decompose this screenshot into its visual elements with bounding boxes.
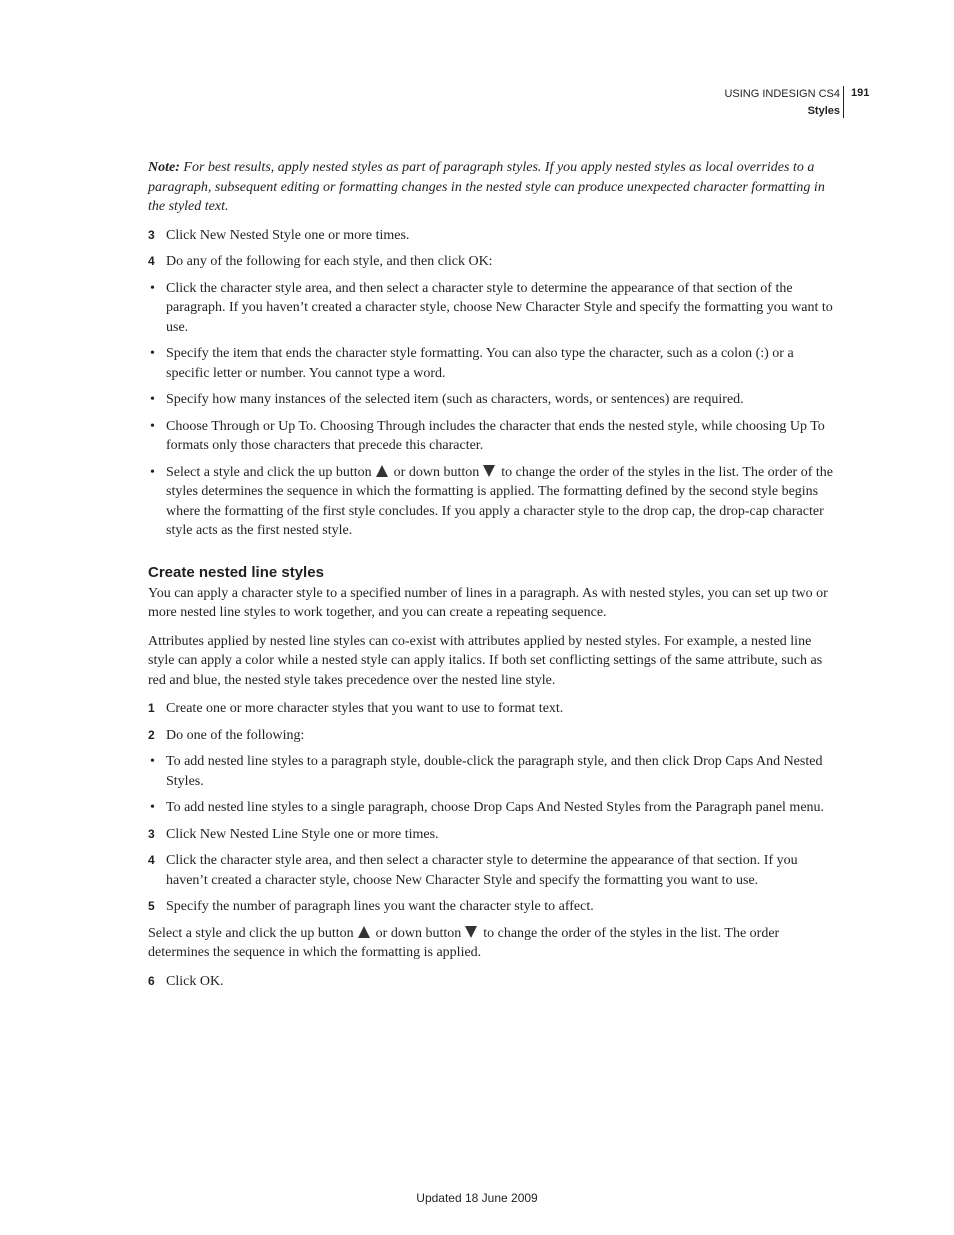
note-paragraph — [148, 158, 838, 217]
bullet-item — [148, 279, 838, 338]
bullet-text: Select a style and click the up button — [166, 464, 372, 480]
body-paragraph: You can apply a character style to a specified number of lines in a paragraph. As with nested styles, you can set up two or more nested line styles to work together, and you can create a repeating sequence. — [148, 585, 828, 620]
step-text: Click New Nested Style one or more times. — [166, 227, 410, 243]
order-text: Select a style and click the up button — [148, 925, 354, 941]
step-item — [148, 226, 838, 246]
step-number: 3 — [148, 227, 155, 242]
page-body — [148, 158, 838, 998]
step-item — [148, 699, 838, 719]
down-arrow-icon — [483, 465, 495, 477]
bullet-marker: • — [150, 464, 155, 480]
up-arrow-icon — [376, 465, 388, 477]
bullet-text: Click the character style area, and then select a character style to determine the appearance of that section of the paragraph. If you haven’t created a character style, choose New Character Style and specify the formatting you want to use. — [166, 280, 833, 335]
footer-updated: Updated 18 June 2009 — [416, 1191, 538, 1205]
bullet-text: Specify the item that ends the character style formatting. You can also type the character, such as a colon (:) or a specific letter or number. You cannot type a word. — [166, 346, 794, 381]
step-text: Create one or more character styles that you want to use to format text. — [166, 701, 564, 716]
step-item — [148, 897, 838, 917]
bullet-text: or down button — [393, 464, 480, 480]
order-text: to change the order of the styles in the list. The order determines the sequence in which the formatting is applied. — [148, 925, 780, 960]
bullet-text: To add nested line styles to a paragraph style, double-click the paragraph style, and then click Drop Caps And Nested Styles. — [166, 754, 823, 789]
step-item — [148, 252, 838, 272]
bullet-item — [148, 798, 838, 818]
bullet-item — [148, 752, 838, 791]
bullet-item — [148, 463, 838, 541]
running-header — [724, 86, 840, 120]
down-arrow-icon — [465, 926, 477, 938]
step-item — [148, 972, 838, 992]
note-text: For best results, apply nested styles as part of paragraph styles. If you apply nested styles as local overrides to a paragraph, subsequent editing or formatting changes in the nested style can produce unexpected character formatting in the styled text. — [148, 160, 825, 214]
step-item — [148, 825, 838, 845]
bullet-marker: • — [150, 754, 155, 769]
up-arrow-icon — [358, 926, 370, 938]
step-text: Do one of the following: — [166, 727, 305, 743]
order-paragraph — [148, 924, 838, 963]
step-text: Specify the number of paragraph lines you want the character style to affect. — [166, 899, 594, 914]
bullet-marker: • — [150, 280, 155, 296]
step-text: Click the character style area, and then select a character style to determine the appearance of that section. If you haven’t created a character style, choose New Character Style and specify the formatting you want to use. — [166, 853, 798, 888]
order-text: or down button — [375, 925, 462, 941]
step-number: 2 — [148, 727, 155, 742]
page-number: 191 — [851, 87, 870, 99]
step-number: 1 — [148, 701, 155, 715]
step-number: 6 — [148, 973, 155, 988]
step-number: 4 — [148, 853, 155, 867]
step-text: Click OK. — [166, 973, 224, 989]
step-text: Click New Nested Line Style one or more times. — [166, 826, 439, 842]
bullet-item — [148, 390, 838, 410]
step-number: 3 — [148, 826, 155, 841]
section-heading: Create nested line styles — [148, 563, 324, 581]
bullet-text: Choose Through or Up To. Choosing Through includes the character that ends the nested style, while choosing Up To formats only those characters that precede this character. — [166, 418, 825, 453]
book-title: USING INDESIGN CS4 — [724, 88, 840, 100]
bullet-text: to change the order of the styles in the list. The order of the styles determines the sequence in which the formatting is applied. The formatting defined by the second style begins where the formatting of the first style concludes. If you apply a character style to the drop cap, the drop-cap character style acts as the first nested style. — [166, 464, 833, 538]
bullet-marker: • — [150, 392, 155, 407]
bullet-marker: • — [150, 346, 155, 361]
note-label: Note: — [148, 160, 180, 175]
bullet-item — [148, 417, 838, 456]
bullet-item — [148, 344, 838, 383]
bullet-marker: • — [150, 418, 155, 434]
header-divider — [843, 86, 844, 118]
section-name: Styles — [807, 105, 840, 117]
bullet-text: Specify how many instances of the selected item (such as characters, words, or sentences) are required. — [166, 392, 744, 407]
step-number: 4 — [148, 254, 155, 268]
body-paragraph: Attributes applied by nested line styles can co-exist with attributes applied by nested styles. For example, a nested line style can apply a color while a nested style can apply italics. If both set conflicting settings of the same attribute, such as red and blue, the nested style takes precedence over the nested line style. — [148, 633, 823, 688]
step-item — [148, 851, 838, 890]
bullet-text: To add nested line styles to a single paragraph, choose Drop Caps And Nested Styles from the Paragraph panel menu. — [166, 800, 825, 815]
step-text: Do any of the following for each style, and then click OK: — [166, 254, 493, 269]
step-number: 5 — [148, 899, 155, 913]
step-item — [148, 726, 838, 746]
bullet-marker: • — [150, 800, 155, 815]
